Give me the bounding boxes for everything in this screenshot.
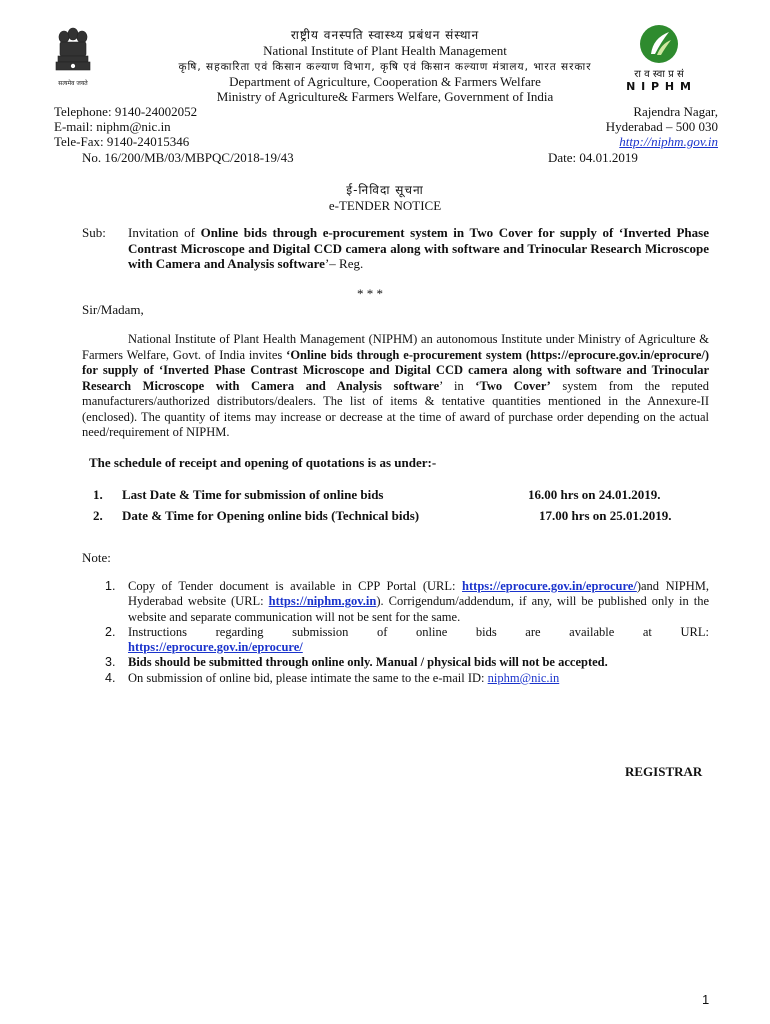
body-text-a: National Institute of Plant Health Management (NIPHM) an autonomous Institute under Ministry of Agriculture & Farmers Welfare, Govt. of India invites — [82, 332, 709, 362]
address-line1: Rajendra Nagar, — [633, 104, 718, 119]
schedule-value: 16.00 hrs on 24.01.2019. — [528, 487, 661, 502]
note-item-4 — [82, 671, 709, 686]
address-line2: Hyderabad – 500 030 — [605, 119, 718, 134]
note-num: 3. — [105, 655, 116, 670]
notice-title-block — [200, 181, 570, 213]
logo-text: N I P H M — [626, 80, 692, 93]
email-link[interactable]: niphm@nic.in — [487, 670, 560, 685]
note-num: 4. — [105, 670, 116, 685]
header-block — [150, 26, 620, 104]
email: E-mail: niphm@nic.in — [54, 119, 171, 134]
body-text-d: ‘Two Cover’ — [475, 378, 551, 393]
note-item-3 — [82, 655, 709, 670]
note-item-2 — [82, 625, 709, 656]
schedule-label: Date & Time for Opening online bids (Technical bids) — [122, 508, 420, 523]
note-text: On submission of online bid, please intimate the same to the e-mail ID: — [128, 670, 488, 685]
schedule-label: Last Date & Time for submission of online bids — [122, 487, 384, 502]
schedule-value: 17.00 hrs on 25.01.2019. — [539, 508, 672, 523]
note-num: 1. — [105, 579, 116, 593]
salutation: Sir/Madam, — [82, 302, 144, 317]
emblem-motto: सत्यमेव जयते — [58, 80, 88, 87]
body-text-b: ‘Online bids through e-procurement system (https://eprocure.gov.in/eprocure/) for supply of ‘Inverted Phase Contrast Microscope and Digital CCD camera along with software and Trinocular Research Microscope with Camera and Analysis software — [82, 347, 710, 393]
subject-bold: Online bids through e-procurement system in Two Cover for supply of ‘Inverted Phase Contrast Microscope and Digital CCD camera along with software and Trinocular Research Microscope with Camera and Analysis software — [128, 225, 709, 271]
hindi-department-name: कृषि, सहकारिता एवं किसान कल्याण विभाग, कृषि एवं किसान कल्याण मंत्रालय, भारत सरकार — [178, 61, 592, 73]
separator-stars: * * * — [357, 286, 383, 301]
body-text-c: ’ in — [439, 378, 476, 393]
national-emblem — [50, 26, 96, 87]
ministry-name: Ministry of Agriculture& Farmers Welfare, Government of India — [216, 89, 554, 104]
subject-label: Sub: — [82, 225, 106, 240]
subject-pre: Invitation of — [128, 225, 201, 240]
signature: REGISTRAR — [625, 764, 703, 779]
page-number: 1 — [702, 992, 710, 1007]
notice-hindi-title: ई-निविदा सूचना — [346, 183, 424, 197]
leaf-logo-icon — [639, 24, 679, 64]
body-text-e: system from the reputed manufacturers/authorized distributors/dealers. The list of items & tentative quantities mentioned in the Annexure-II (enclosed). The quantity of items may increase or decrease at the time of award of purchase order depending on the actual need/requirement of NIPHM. — [82, 378, 709, 439]
eprocure-link[interactable]: https://eprocure.gov.in/eprocure/ — [128, 640, 303, 655]
telephone: Telephone: 9140-24002052 — [54, 104, 198, 119]
notice-title: e-TENDER NOTICE — [328, 198, 442, 213]
subject-text — [128, 225, 709, 272]
subject-post: ’– Reg. — [324, 256, 364, 271]
body-paragraph — [82, 332, 709, 441]
hindi-institute-name: राष्ट्रीय वनस्पति स्वास्थ्य प्रबंधन संस्थान — [290, 28, 480, 42]
reference-number: No. 16/200/MB/03/MBPQC/2018-19/43 — [82, 150, 294, 165]
note-list — [82, 579, 709, 686]
institute-name: National Institute of Plant Health Management — [263, 43, 507, 58]
note-text: )and NIPHM, Hyderabad website (URL: — [128, 579, 709, 609]
department-name: Department of Agriculture, Cooperation & Farmers Welfare — [229, 74, 541, 89]
contacts-right — [518, 104, 718, 149]
telefax: Tele-Fax: 9140-24015346 — [54, 134, 190, 149]
reference-date: Date: 04.01.2019 — [548, 150, 638, 165]
note-label: Note: — [82, 550, 111, 565]
niphm-logo — [604, 24, 714, 93]
note-text: Instructions regarding submission of online bids are available at URL: — [128, 624, 709, 639]
contacts-left — [54, 104, 354, 149]
note-text: ). Corrigendum/addendum, if any, will be published only in the website and separate communication will not be sent for the same. — [128, 594, 709, 624]
cpp-portal-link[interactable]: https://eprocure.gov.in/eprocure/ — [462, 579, 637, 593]
logo-hindi: रा व स्वा प्र सं — [634, 69, 684, 80]
niphm-website-link[interactable]: https://niphm.gov.in — [268, 594, 377, 609]
note-text: Bids should be submitted through online only. Manual / physical bids will not be accepted. — [128, 655, 608, 670]
note-text: Copy of Tender document is available in CPP Portal (URL: — [128, 579, 463, 593]
note-num: 2. — [105, 624, 116, 639]
schedule-heading: The schedule of receipt and opening of quotations is as under:- — [89, 455, 437, 470]
schedule-num: 1. — [93, 487, 103, 502]
note-item-1 — [82, 579, 709, 625]
schedule-num: 2. — [93, 508, 103, 523]
website-link[interactable]: http://niphm.gov.in — [619, 134, 718, 149]
